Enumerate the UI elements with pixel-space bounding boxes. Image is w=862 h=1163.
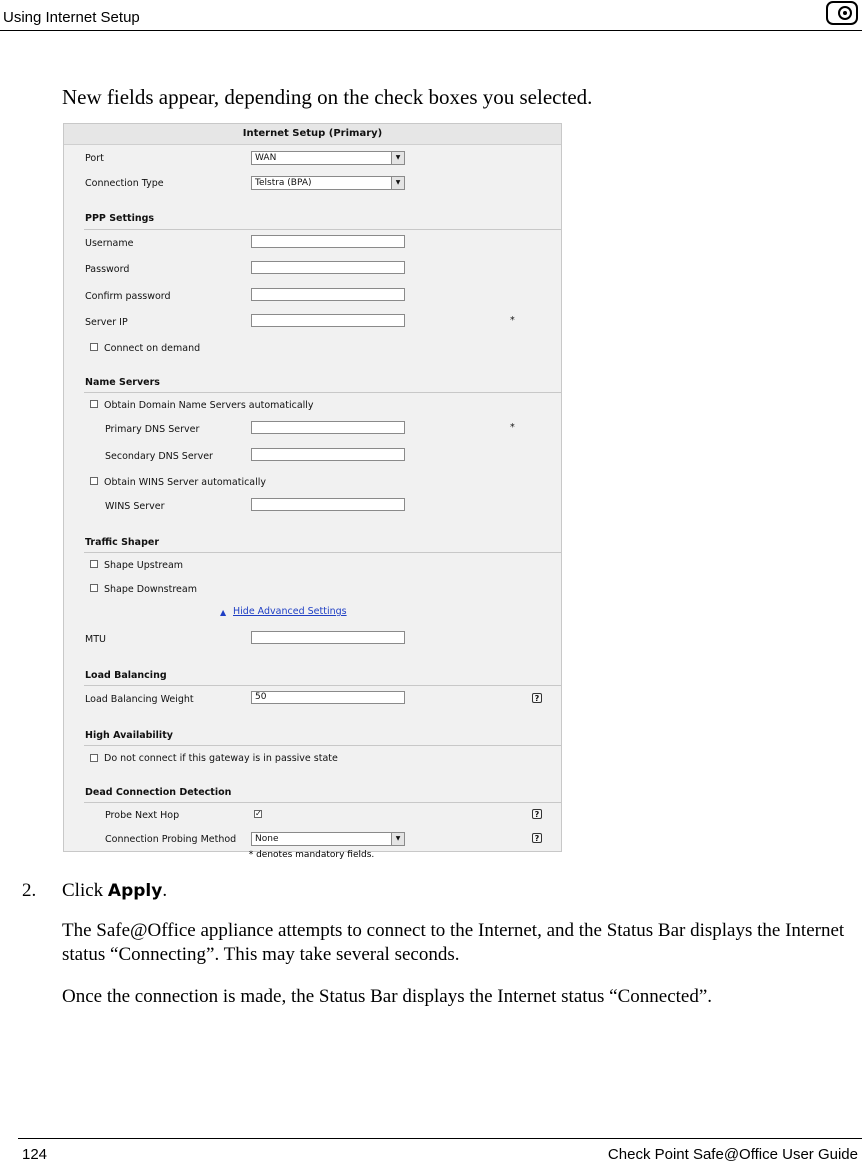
shape-downstream-checkbox[interactable] bbox=[90, 584, 98, 592]
connected-paragraph: Once the connection is made, the Status Bar displays the Internet status “Connected”. bbox=[62, 986, 713, 1007]
confirm-password-input[interactable] bbox=[251, 288, 405, 301]
panel-title: Internet Setup (Primary) bbox=[64, 124, 561, 145]
passive-state-checkbox[interactable] bbox=[90, 754, 98, 762]
page-number: 124 bbox=[22, 1146, 48, 1163]
shape-upstream-label: Shape Upstream bbox=[104, 560, 184, 571]
divider bbox=[84, 745, 561, 746]
connection-type-value: Telstra (BPA) bbox=[255, 178, 312, 188]
hide-advanced-settings-link[interactable]: Hide Advanced Settings bbox=[233, 606, 347, 617]
chevron-down-icon: ▼ bbox=[391, 833, 404, 845]
check-point-logo-icon bbox=[826, 1, 858, 25]
divider bbox=[84, 552, 561, 553]
server-ip-input[interactable] bbox=[251, 314, 405, 327]
password-input[interactable] bbox=[251, 261, 405, 274]
footer-divider bbox=[18, 1138, 862, 1139]
mtu-input[interactable] bbox=[251, 631, 405, 644]
chevron-down-icon: ▼ bbox=[391, 152, 404, 164]
probe-next-hop-checkbox[interactable]: ✓ bbox=[255, 809, 262, 818]
divider bbox=[84, 229, 561, 230]
connect-on-demand-label: Connect on demand bbox=[104, 343, 201, 354]
guide-title: Check Point Safe@Office User Guide bbox=[607, 1146, 858, 1163]
connection-type-select[interactable] bbox=[251, 176, 405, 190]
primary-dns-label: Primary DNS Server bbox=[105, 424, 200, 435]
probing-method-select[interactable] bbox=[251, 832, 405, 846]
traffic-shaper-heading: Traffic Shaper bbox=[85, 537, 160, 548]
wins-label: WINS Server bbox=[105, 501, 165, 512]
password-label: Password bbox=[85, 264, 130, 275]
header-title: Using Internet Setup bbox=[3, 9, 140, 26]
help-icon[interactable]: ? bbox=[532, 809, 542, 819]
obtain-dns-label: Obtain Domain Name Servers automatically bbox=[104, 400, 314, 411]
shape-downstream-label: Shape Downstream bbox=[104, 584, 197, 595]
divider bbox=[84, 802, 561, 803]
high-availability-heading: High Availability bbox=[85, 730, 173, 741]
mtu-label: MTU bbox=[85, 634, 106, 645]
primary-dns-input[interactable] bbox=[251, 421, 405, 434]
triangle-up-icon: ▲ bbox=[220, 608, 227, 617]
wins-input[interactable] bbox=[251, 498, 405, 511]
step-text bbox=[62, 880, 167, 902]
divider bbox=[84, 392, 561, 393]
step-suffix: . bbox=[162, 880, 168, 901]
apply-command: Apply bbox=[107, 881, 163, 901]
step-prefix: Click bbox=[62, 880, 108, 901]
name-servers-heading: Name Servers bbox=[85, 377, 160, 388]
help-icon[interactable]: ? bbox=[532, 693, 542, 703]
intro-text: New fields appear, depending on the check boxes you selected. bbox=[62, 85, 593, 109]
obtain-dns-checkbox[interactable] bbox=[90, 400, 98, 408]
step-number: 2. bbox=[22, 880, 37, 901]
username-input[interactable] bbox=[251, 235, 405, 248]
internet-setup-screenshot bbox=[63, 123, 562, 852]
probing-method-value: None bbox=[255, 834, 279, 844]
probing-method-label: Connection Probing Method bbox=[105, 834, 237, 845]
connecting-paragraph: The Safe@Office appliance attempts to connect to the Internet, and the Status Bar displays the Internet status “Connecting”. This may take several seconds. bbox=[62, 920, 845, 965]
connection-type-label: Connection Type bbox=[85, 178, 164, 189]
chevron-down-icon: ▼ bbox=[391, 177, 404, 189]
load-balancing-weight-input[interactable]: 50 bbox=[251, 691, 405, 704]
dead-connection-heading: Dead Connection Detection bbox=[85, 787, 232, 798]
help-icon[interactable]: ? bbox=[532, 833, 542, 843]
page-header bbox=[0, 0, 862, 31]
ppp-settings-heading: PPP Settings bbox=[85, 213, 155, 224]
port-value: WAN bbox=[255, 153, 277, 163]
confirm-password-label: Confirm password bbox=[85, 291, 171, 302]
secondary-dns-input[interactable] bbox=[251, 448, 405, 461]
port-select[interactable] bbox=[251, 151, 405, 165]
secondary-dns-label: Secondary DNS Server bbox=[105, 451, 213, 462]
load-balancing-heading: Load Balancing bbox=[85, 670, 167, 681]
port-label: Port bbox=[85, 153, 104, 164]
username-label: Username bbox=[85, 238, 134, 249]
obtain-wins-checkbox[interactable] bbox=[90, 477, 98, 485]
probe-next-hop-label: Probe Next Hop bbox=[105, 810, 180, 821]
server-ip-label: Server IP bbox=[85, 317, 128, 328]
passive-state-label: Do not connect if this gateway is in passive state bbox=[104, 753, 338, 764]
load-balancing-weight-label: Load Balancing Weight bbox=[85, 694, 194, 705]
mandatory-footnote: * denotes mandatory fields. bbox=[248, 850, 375, 860]
shape-upstream-checkbox[interactable] bbox=[90, 560, 98, 568]
mandatory-mark: * bbox=[510, 315, 515, 326]
connect-on-demand-checkbox[interactable] bbox=[90, 343, 98, 351]
divider bbox=[84, 685, 561, 686]
mandatory-mark: * bbox=[510, 422, 515, 433]
obtain-wins-label: Obtain WINS Server automatically bbox=[104, 477, 267, 488]
